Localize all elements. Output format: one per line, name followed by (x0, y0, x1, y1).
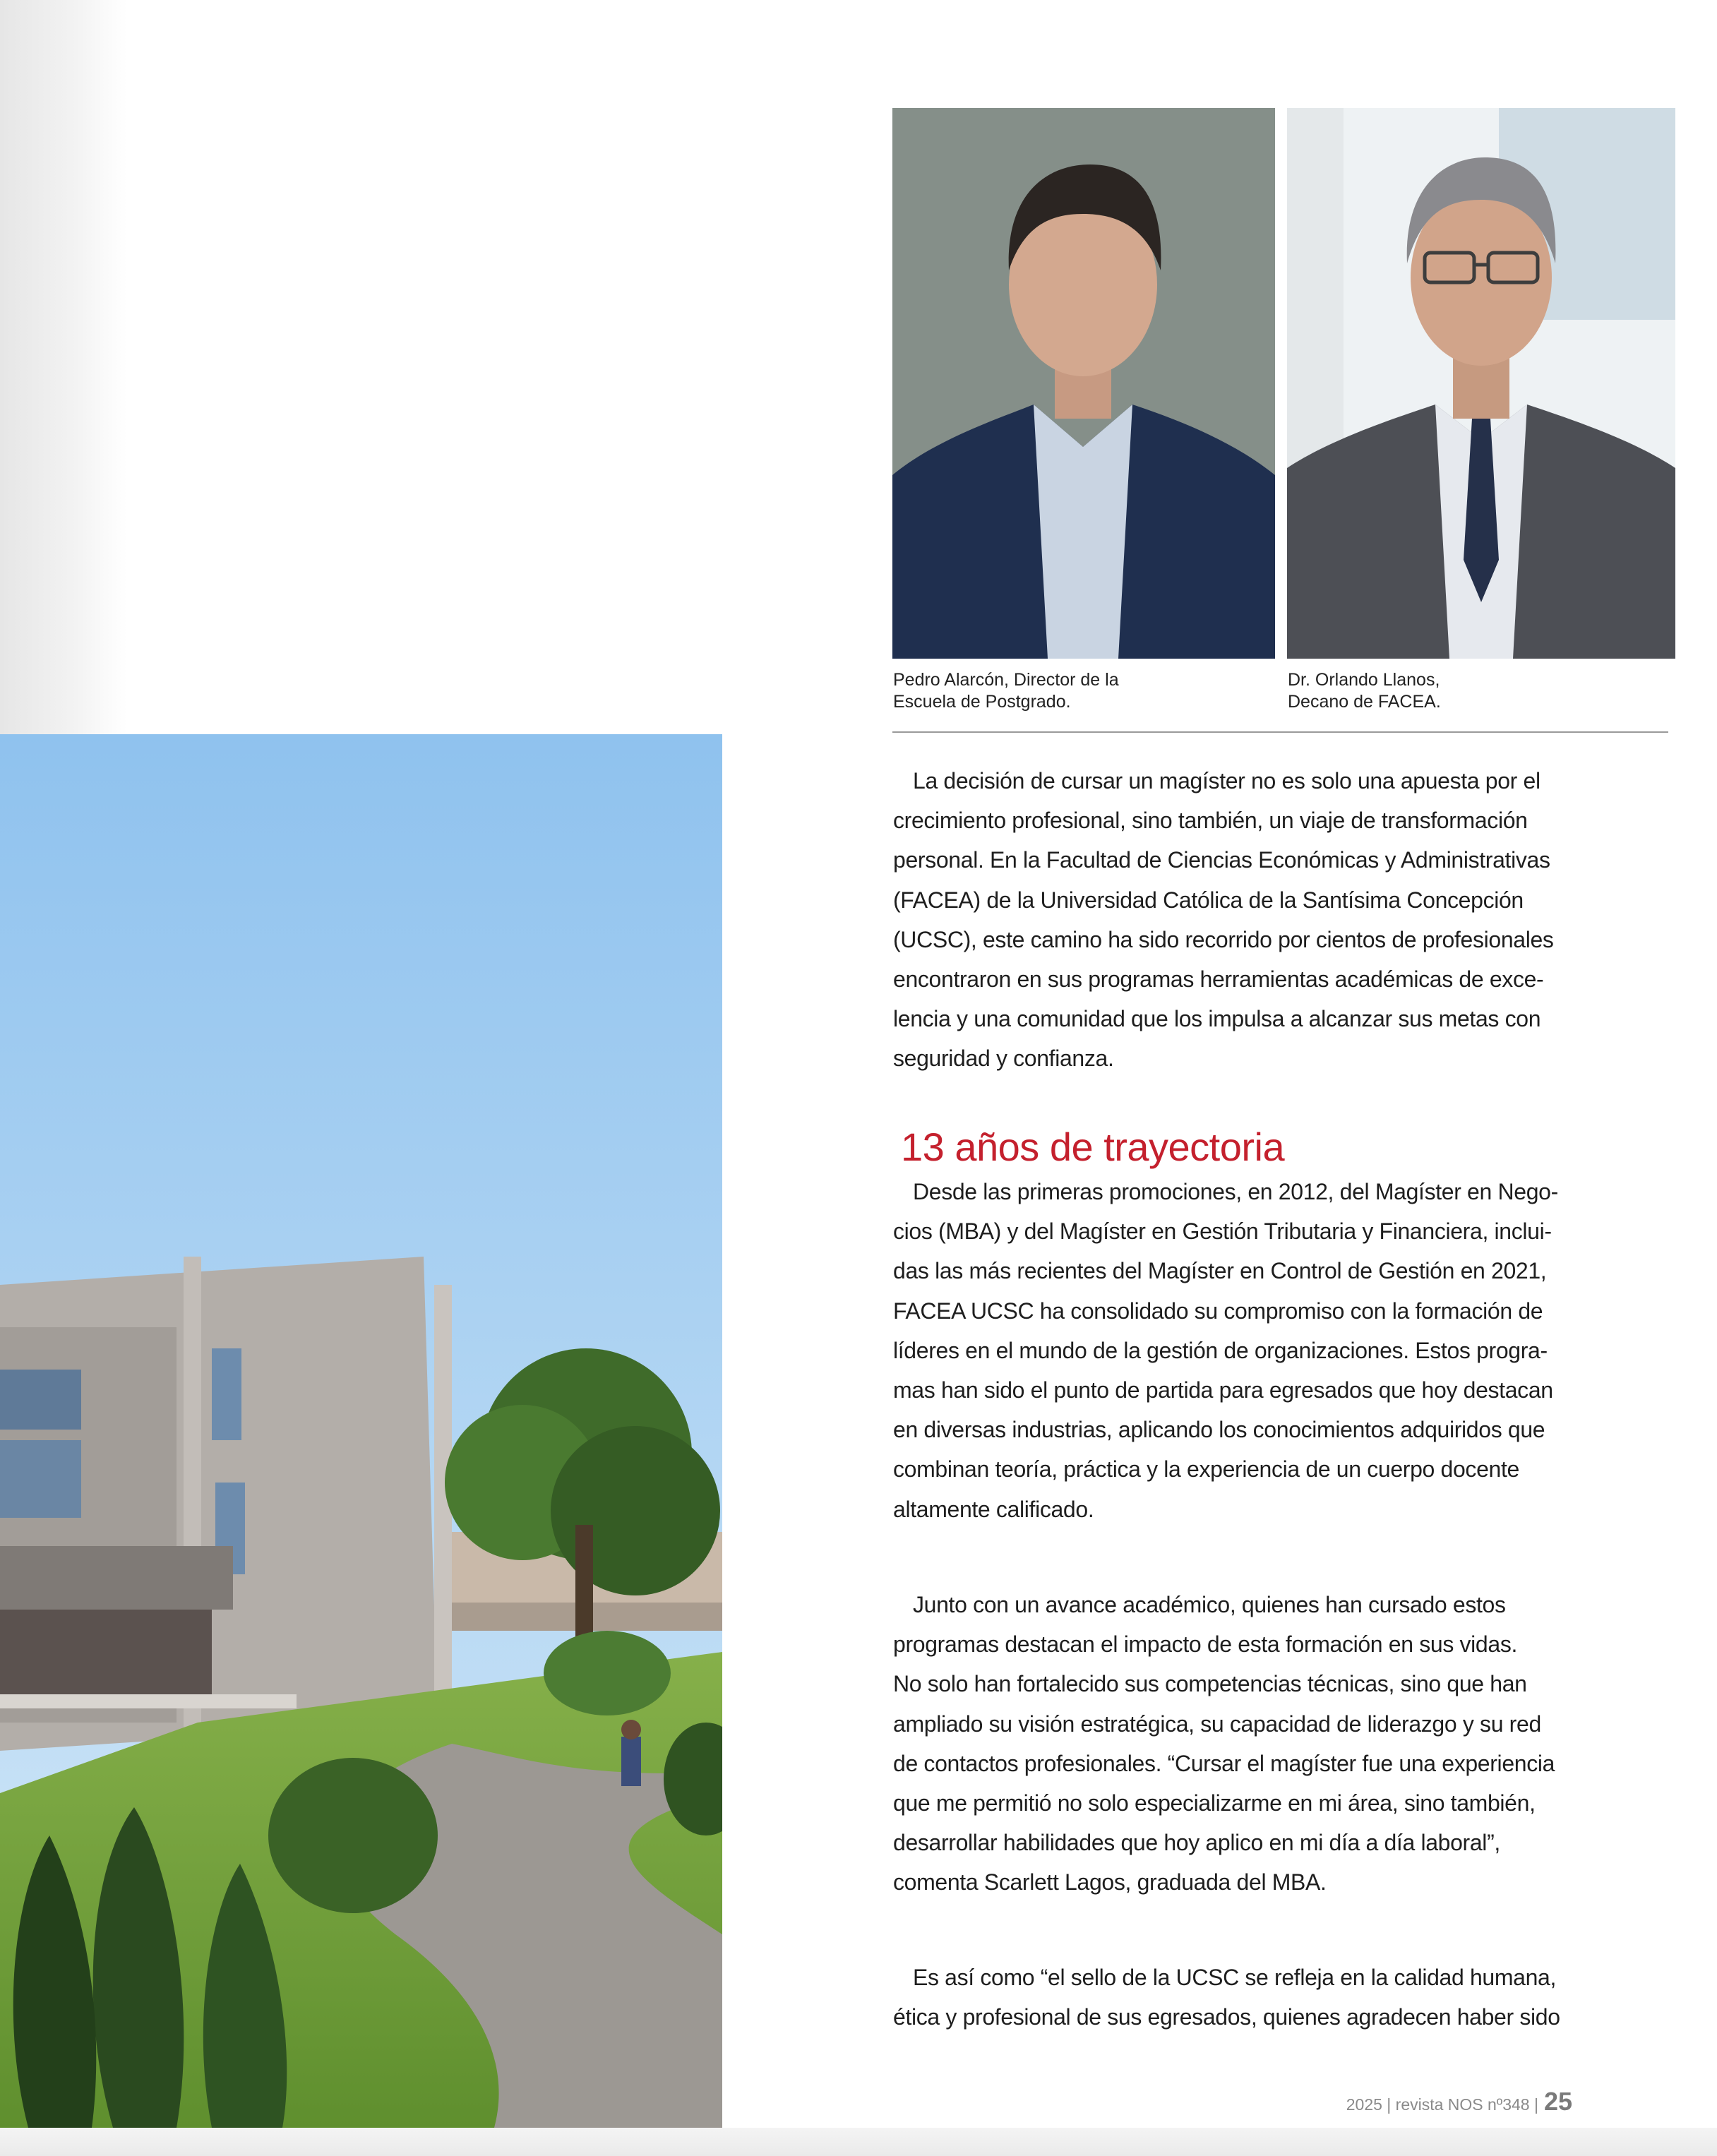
text-line: combinan teoría, práctica y la experiencia de un cuerpo docente (893, 1456, 1519, 1483)
text-line: seguridad y confianza. (893, 1046, 1114, 1072)
section-heading: 13 años de trayectoria (901, 1125, 1285, 1169)
section-paragraph-1 (893, 1172, 1571, 1529)
section-paragraph-3 (893, 1958, 1571, 2037)
text-line: lencia y una comunidad que los impulsa a alcanzar sus metas con (893, 1006, 1541, 1032)
text-line: ética y profesional de sus egresados, quienes agradecen haber sido (893, 2004, 1560, 2030)
text-line: La decisión de cursar un magíster no es solo una apuesta por el (913, 768, 1540, 793)
campus-photo (0, 734, 722, 2128)
text-line: das las más recientes del Magíster en Control de Gestión en 2021, (893, 1258, 1547, 1284)
intro-paragraph (893, 761, 1571, 1079)
page-footer (1346, 2087, 1572, 2116)
caption-line: Decano de FACEA. (1288, 692, 1441, 712)
text-line: comenta Scarlett Lagos, graduada del MBA. (893, 1869, 1327, 1896)
text-line: (UCSC), este camino ha sido recorrido por cientos de profesionales (893, 926, 1554, 952)
text-line: Junto con un avance académico, quienes han cursado estos (913, 1592, 1506, 1617)
text-line: FACEA UCSC ha consolidado su compromiso con la formación de (893, 1298, 1543, 1324)
text-line: que me permitió no solo especializarme en mi área, sino también, (893, 1790, 1536, 1816)
text-line: desarrollar habilidades que hoy aplico en mi día a día laboral”, (893, 1830, 1500, 1856)
caption-line: Dr. Orlando Llanos, (1288, 670, 1440, 690)
text-line: mas han sido el punto de partida para egresados que hoy destacan (893, 1377, 1553, 1403)
text-line: ampliado su visión estratégica, su capacidad de liderazgo y su red (893, 1711, 1541, 1737)
portrait-pedro-alarcon (892, 108, 1275, 659)
text-line: crecimiento profesional, sino también, un viaje de transformación (893, 808, 1528, 834)
portrait-orlando-llanos (1287, 108, 1675, 659)
page-bottom-edge (0, 2128, 1717, 2156)
text-line: (FACEA) de la Universidad Católica de la Santísima Concepción (893, 887, 1524, 913)
text-line: cios (MBA) y del Magíster en Gestión Tributaria y Financiera, inclui- (893, 1218, 1552, 1245)
caption-divider (892, 731, 1668, 733)
text-line: Es así como “el sello de la UCSC se refleja en la calidad humana, (913, 1965, 1557, 1990)
caption-line: Escuela de Postgrado. (893, 692, 1071, 712)
page-number: 25 (1543, 2087, 1572, 2116)
text-line: Desde las primeras promociones, en 2012, del Magíster en Nego- (913, 1179, 1558, 1204)
section-paragraph-2 (893, 1585, 1571, 1903)
text-line: encontraron en sus programas herramientas académicas de exce- (893, 966, 1544, 993)
text-line: altamente calificado. (893, 1496, 1094, 1522)
text-line: líderes en el mundo de la gestión de organizaciones. Estos progra- (893, 1337, 1548, 1363)
caption-line: Pedro Alarcón, Director de la (893, 670, 1119, 690)
text-line: en diversas industrias, aplicando los conocimientos adquiridos que (893, 1417, 1545, 1443)
text-line: personal. En la Facultad de Ciencias Económicas y Administrativas (893, 847, 1550, 873)
text-line: No solo han fortalecido sus competencias técnicas, sino que han (893, 1671, 1527, 1697)
caption-pedro-alarcon (893, 669, 1260, 713)
text-line: de contactos profesionales. “Cursar el magíster fue una experiencia (893, 1750, 1555, 1776)
caption-orlando-llanos (1288, 669, 1655, 713)
text-line: programas destacan el impacto de esta formación en sus vidas. (893, 1631, 1518, 1658)
issue-label: 2025 | revista NOS nº348 | (1346, 2095, 1538, 2114)
